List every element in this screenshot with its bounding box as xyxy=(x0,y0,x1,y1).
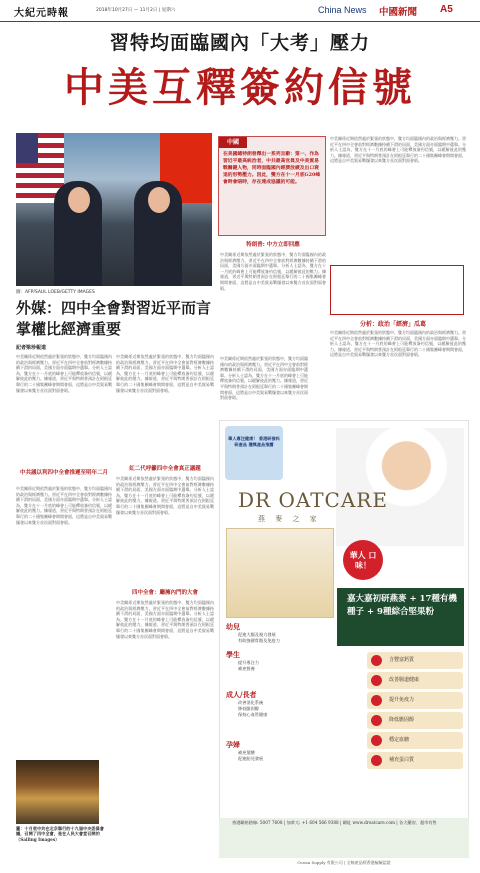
person-figure xyxy=(54,181,102,286)
lead-kicker: 習特均面臨國內「大考」壓力 xyxy=(109,32,370,54)
brand-logo: DR OATCARE xyxy=(238,488,388,512)
benefit-pill: 提升免疫力 xyxy=(367,692,463,709)
ad-group-line: 改善消化系統 xyxy=(238,700,264,705)
ad-badge xyxy=(225,426,283,480)
article-text: 中美關係近期依然處於緊張的狀態中，雙方均面臨國內的政治與經濟壓力。習近平在四中全會前對經濟數據持續下滑的局面，美國方面亦面臨期中選舉。分析人士認為，雙方在十一月底的峰會上可能釋放簽約信號，以緩解彼此的壓力。據報道，習近平與特朗普預計在阿根廷舉行的二十國集團峰會期間會面，這將是自中美貿易戰爆發以來雙方首次面對面會晤。 xyxy=(330,330,466,358)
brand-logo-cn: 燕 麥 之 家 xyxy=(258,515,321,523)
promo-circle: 華人 口味！ xyxy=(343,540,383,580)
congress-photo xyxy=(16,760,99,824)
ad-group-line: 促進大腦及視力發展 xyxy=(238,632,276,637)
benefit-pill: 含豐富鈣質 xyxy=(367,652,463,669)
article-text: 中美關係近期依然處於緊張的狀態中，雙方均面臨國內的政治與經濟壓力。習近平在四中全會前對經濟數據持續下滑的局面，美國方面亦面臨期中選舉。分析人士認為，雙方在十一月底的峰會上可能釋放簽約信號，以緩解彼此的壓力。據報道，習近平與特朗普預計在阿根廷舉行的二十國集團峰會期間會面，這將是自中美貿易戰爆發以來雙方首次面對面會晤。 xyxy=(16,486,112,525)
article-subhead: 中共議以利四中全會推遲至明年二月 xyxy=(19,470,108,476)
photo-caption: 圖：十月底中共在北京舉行的十九屆中央委員會議，召開了四中全會，是在人民大會堂召開的（Sailing Images） xyxy=(16,826,104,842)
article-text: 中美關係近期依然處於緊張的狀態中，雙方均面臨國內的政治與經濟壓力。習近平在四中全會前對經濟數據持續下滑的局面，美國方面亦面臨期中選舉。分析人士認為，雙方在十一月底的峰會上可能釋放簽約信號，以緩解彼此的壓力。據報道，習近平與特朗普預計在阿根廷舉行的二十國集團峰會期間會面，這將是自中美貿易戰爆發以來雙方首次面對面會晤。 xyxy=(116,600,214,639)
ad-group-line: 提升專注力 xyxy=(238,660,259,665)
article-text: 中美關係近期依然處於緊張的狀態中，雙方均面臨國內的政治與經濟壓力。習近平在四中全會前對經濟數據持續下滑的局面，美國方面亦面臨期中選舉。分析人士認為，雙方在十一月底的峰會上可能釋放簽約信號，以緩解彼此的壓力。據報道，習近平與特朗普預計在阿根廷舉行的二十國集團峰會期間會面，這將是自中美貿易戰爆發以來雙方首次面對面會晤。 xyxy=(220,356,308,401)
article-text: 中美關係近期依然處於緊張的狀態中，雙方均面臨國內的政治與經濟壓力。習近平在四中全會前對經濟數據持續下滑的局面，美國方面亦面臨期中選舉。分析人士認為，雙方在十一月底的峰會上可能釋放簽約信號，以緩解彼此的壓力。據報道，習近平與特朗普預計在阿根廷舉行的二十國集團峰會期間會面，這將是自中美貿易戰爆發以來雙方首次面對面會晤。 xyxy=(16,354,112,393)
masthead: 大紀元時報 xyxy=(14,8,69,19)
person-figure xyxy=(134,181,182,286)
story2-title: 外媒：四中全會對習近平而言掌權比經濟重要 xyxy=(16,299,212,338)
ad-group-line: 保持心血管健康 xyxy=(238,712,268,717)
section-tag: 中國 xyxy=(219,137,247,148)
benefit-pill: 降低膽固醇 xyxy=(367,712,463,729)
ad-group-title: 成人/長者 xyxy=(226,690,257,699)
lead-headline: 中美互釋簽約信號 xyxy=(64,64,416,111)
highlight-box xyxy=(218,136,326,236)
article-text: 中美關係近期依然處於緊張的狀態中，雙方均面臨國內的政治與經濟壓力。習近平在四中全會前對經濟數據持續下滑的局面，美國方面亦面臨期中選舉。分析人士認為，雙方在十一月底的峰會上可能釋放簽約信號，以緩解彼此的壓力。據報道，習近平與特朗普預計在阿根廷舉行的二十國集團峰會期間會面，這將是自中美貿易戰爆發以來雙方首次面對面會晤。 xyxy=(220,252,326,291)
byline: 記者梁珍報道 xyxy=(16,345,47,351)
article-subhead: 特朗普: 中方立即回應 xyxy=(246,242,300,248)
chef-photo xyxy=(336,428,464,546)
section-label-cn: 中國新聞 xyxy=(379,7,418,18)
ad-group-line: 降低膽固醇 xyxy=(238,706,259,711)
ad-group-title: 孕婦 xyxy=(226,740,240,749)
article-subhead: 分析：政治「經濟」瓜葛 xyxy=(359,321,426,328)
quote-box xyxy=(330,265,464,315)
ad-contact-text[interactable]: 香港聯絡熱線: 5007 7608 | 加拿大: +1 604 566 9388 | 網址 www.droatcare.com | 各大藥房、超市有售 xyxy=(232,820,437,825)
ad-badge-text: 華人專注健康！ 香港研發科研產品 獲獎產品推薦 xyxy=(228,436,280,447)
section-label-en: China News xyxy=(318,5,367,15)
ad-group-line: 有助強健骨骼及免疫力 xyxy=(238,638,280,643)
ad-group-title: 學生 xyxy=(226,650,240,659)
ad-group-title: 幼兒 xyxy=(226,622,240,631)
product-banner: 嘉大嘉初研燕麥 + 17種有機種子 + 9種綜合堅果粉 xyxy=(337,588,464,646)
article-text: 中美關係近期依然處於緊張的狀態中，雙方均面臨國內的政治與經濟壓力。習近平在四中全會前對經濟數據持續下滑的局面，美國方面亦面臨期中選舉。分析人士認為，雙方在十一月底的峰會上可能釋放簽約信號，以緩解彼此的壓力。據報道，習近平與特朗普預計在阿根廷舉行的二十國集團峰會期間會面，這將是自中美貿易戰爆發以來雙方首次面對面會晤。 xyxy=(330,136,466,164)
benefit-pill: 改善腸道健康 xyxy=(367,672,463,689)
benefit-pill: 穩定血糖 xyxy=(367,732,463,749)
dateline: 2018年10月27日 — 11月2日 | 星期六 xyxy=(96,8,176,13)
photo-credit: 圖：AFP/SAUL LOEB/GETTY IMAGES xyxy=(16,290,95,295)
ad-footnote: Ocean Supply 有限公司 | 全線產品經香港檢驗認證 xyxy=(297,860,391,865)
ad-group-line: 補充營養 xyxy=(238,666,255,671)
article-subhead: 四中全會：廳擁內門的大會 xyxy=(131,590,198,596)
benefit-pill: 補充蛋白質 xyxy=(367,752,463,769)
article-text: 中美關係近期依然處於緊張的狀態中，雙方均面臨國內的政治與經濟壓力。習近平在四中全會前對經濟數據持續下滑的局面，美國方面亦面臨期中選舉。分析人士認為，雙方在十一月底的峰會上可能釋放簽約信號，以緩解彼此的壓力。據報道，習近平與特朗普預計在阿根廷舉行的二十國集團峰會期間會面，這將是自中美貿易戰爆發以來雙方首次面對面會晤。 xyxy=(116,354,214,393)
article-subhead: 紅二代呼籲四中全會真正議題 xyxy=(129,466,201,472)
page-number: A5 xyxy=(440,4,453,15)
article-text: 中美關係近期依然處於緊張的狀態中，雙方均面臨國內的政治與經濟壓力。習近平在四中全會前對經濟數據持續下滑的局面，美國方面亦面臨期中選舉。分析人士認為，雙方在十一月底的峰會上可能釋放簽約信號，以緩解彼此的壓力。據報道，習近平與特朗普預計在阿根廷舉行的二十國集團峰會期間會面，這將是自中美貿易戰爆發以來雙方首次面對面會晤。 xyxy=(116,476,214,515)
highlight-text: 在美國總特朗普釋出一系列言辭：第一、作為習近平最高統治者，中共最高官員及中美貿易戰關鍵人物，同時面臨國內經濟放緩及出口衰退的形勢壓力。因此，雙方在十一月底G20峰會時會晤時，存在達成協議的可能。 xyxy=(223,151,321,186)
product-box xyxy=(226,528,334,618)
ad-group-line: 促進胎兒發展 xyxy=(238,756,264,761)
ad-group-line: 補充葉酸 xyxy=(238,750,255,755)
lead-photo xyxy=(16,133,212,286)
